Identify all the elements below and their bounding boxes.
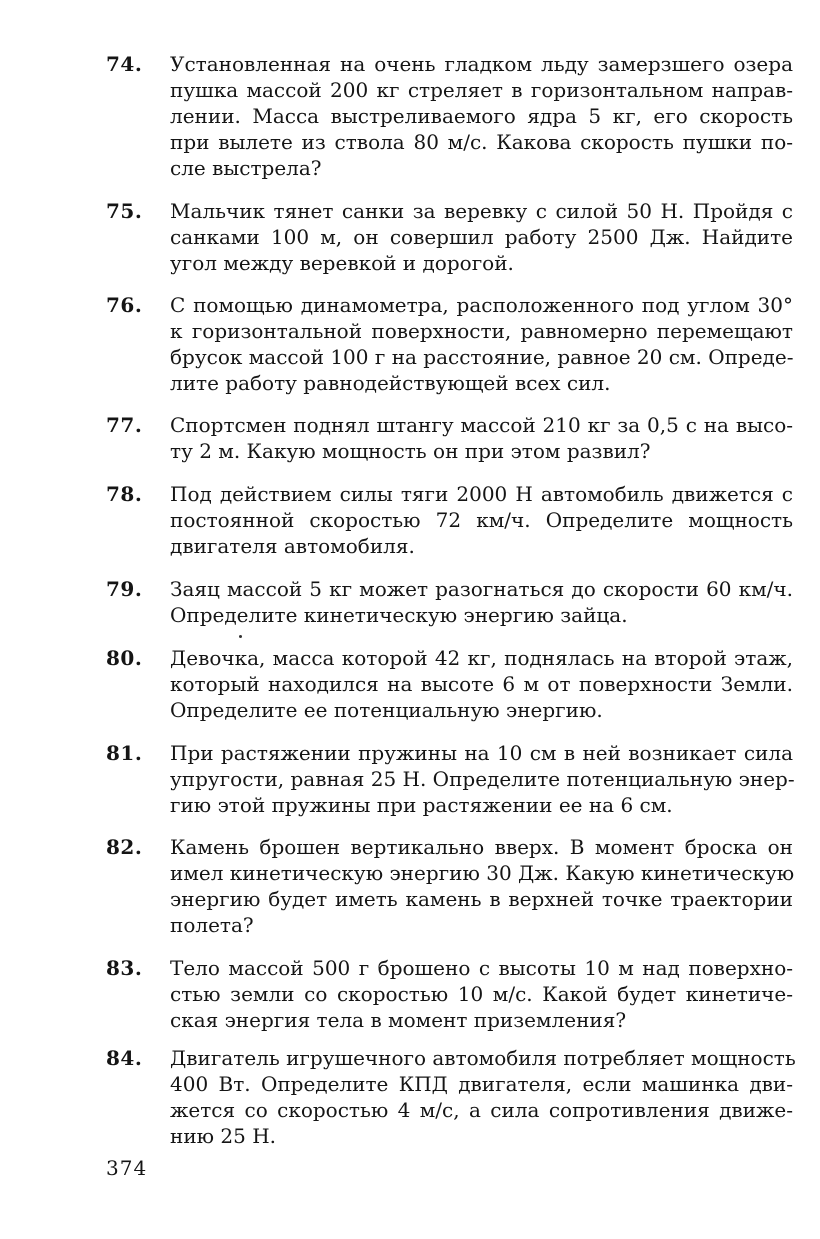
text-line: брусок массой 100 г на расстояние, равное 20 см. Опреде- [170, 345, 794, 369]
text-line: который находился на высоте 6 м от поверхности Земли. [170, 672, 793, 696]
text-line: Тело массой 500 г брошено с высоты 10 м над поверхно- [170, 956, 793, 980]
text-line: лите работу равнодействующей всех сил. [170, 371, 611, 395]
problem-number: 83. [106, 956, 143, 980]
text-line: санками 100 м, он совершил работу 2500 Дж. Найдите [170, 225, 793, 249]
text-line: ту 2 м. Какую мощность он при этом развил? [170, 439, 651, 463]
text-line: ская энергия тела в момент приземления? [170, 1008, 627, 1032]
text-line: лении. Масса выстреливаемого ядра 5 кг, его скорость [170, 104, 793, 128]
text-line: имел кинетическую энергию 30 Дж. Какую кинетическую [170, 861, 795, 885]
problem-text [170, 740, 793, 818]
page-number: 374 [106, 1156, 148, 1180]
text-line: сле выстрела? [170, 156, 322, 180]
problem-text [170, 1045, 796, 1149]
text-line: стью земли со скоростью 10 м/с. Какой будет кинетиче- [170, 982, 793, 1006]
text-line: Под действием силы тяги 2000 Н автомобиль движется с [170, 482, 793, 506]
problem-number: 84. [106, 1046, 143, 1070]
problem-number: 77. [106, 413, 143, 437]
text-line: Девочка, масса которой 42 кг, поднялась на второй этаж, [170, 646, 793, 670]
text-line: двигателя автомобиля. [170, 534, 415, 558]
problem-number: 79. [106, 577, 143, 601]
text-line: постоянной скоростью 72 км/ч. Определите мощность [170, 508, 793, 532]
problem-number: 76. [106, 293, 143, 317]
problem-text [170, 834, 793, 938]
problem-number: 82. [106, 835, 143, 859]
problem-number: 80. [106, 646, 143, 670]
text-line: жется со скоростью 4 м/с, а сила сопротивления движе- [170, 1098, 793, 1122]
text-line: упругости, равная 25 Н. Определите потенциальную энер- [170, 767, 795, 791]
problem-text [170, 198, 793, 276]
problem-number: 78. [106, 482, 143, 506]
text-line: С помощью динамометра, расположенного под углом 30° [170, 293, 793, 317]
problem-number: 81. [106, 741, 143, 765]
print-speck [239, 635, 242, 638]
text-line: при вылете из ствола 80 м/с. Какова скорость пушки по- [170, 130, 793, 154]
problem-text [170, 51, 793, 181]
text-line: 400 Вт. Определите КПД двигателя, если машинка дви- [170, 1072, 793, 1096]
text-line: к горизонтальной поверхности, равномерно перемещают [170, 319, 793, 343]
text-line: Двигатель игрушечного автомобиля потребляет мощность [170, 1046, 796, 1070]
problem-text [170, 412, 793, 464]
text-line: Мальчик тянет санки за веревку с силой 50 Н. Пройдя с [170, 199, 793, 223]
text-line: полета? [170, 913, 254, 937]
problem-number: 74. [106, 52, 143, 76]
text-line: Определите кинетическую энергию зайца. [170, 603, 628, 627]
text-line: гию этой пружины при растяжении ее на 6 см. [170, 793, 673, 817]
text-line: Определите ее потенциальную энергию. [170, 698, 603, 722]
text-line: нию 25 Н. [170, 1124, 277, 1148]
text-line: Заяц массой 5 кг может разогнаться до скорости 60 км/ч. [170, 577, 793, 601]
problem-text [170, 576, 793, 628]
text-line: энергию будет иметь камень в верхней точке траектории [170, 887, 793, 911]
problem-text [170, 481, 793, 559]
text-line: Камень брошен вертикально вверх. В момент броска он [170, 835, 793, 859]
problem-number: 75. [106, 199, 143, 223]
problem-text [170, 645, 793, 723]
text-line: Установленная на очень гладком льду замерзшего озера [170, 52, 793, 76]
text-line: При растяжении пружины на 10 см в ней возникает сила [170, 741, 793, 765]
text-line: угол между веревкой и дорогой. [170, 251, 514, 275]
text-line: пушка массой 200 кг стреляет в горизонтальном направ- [170, 78, 793, 102]
problem-text [170, 955, 793, 1033]
text-line: Спортсмен поднял штангу массой 210 кг за 0,5 с на высо- [170, 413, 793, 437]
problem-text [170, 292, 793, 396]
